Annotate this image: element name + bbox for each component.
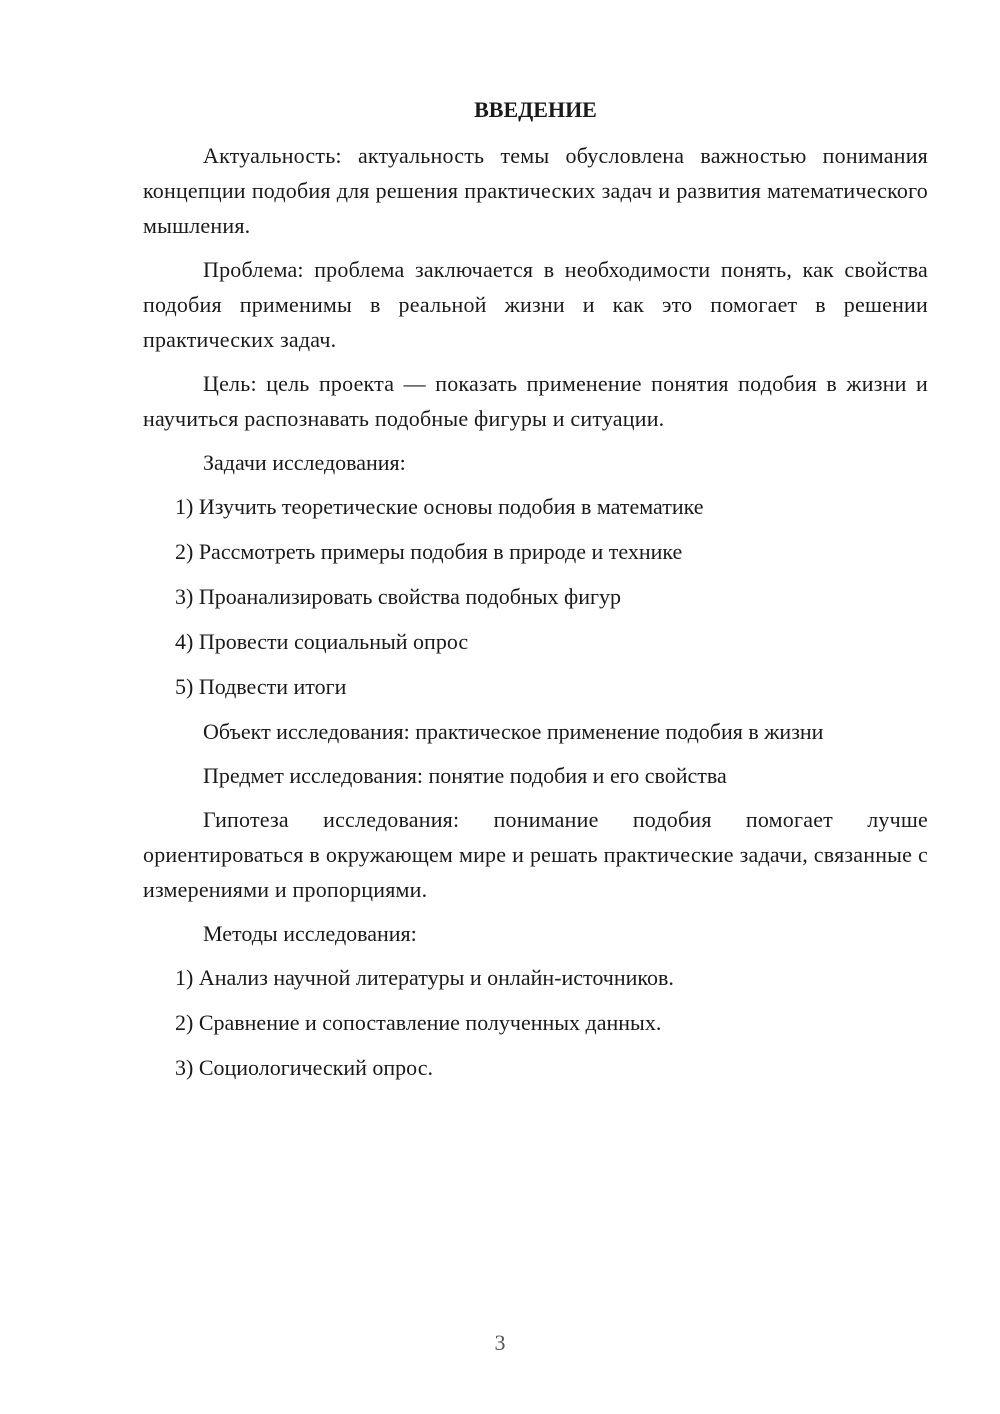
method-item: 1) Анализ научной литературы и онлайн-источников. <box>175 965 674 990</box>
methods-heading: Методы исследования: <box>203 921 417 946</box>
page-number: 3 <box>494 1330 506 1355</box>
method-item: 2) Сравнение и сопоставление полученных данных. <box>175 1010 662 1035</box>
task-item: 2) Рассмотреть примеры подобия в природе и технике <box>175 539 683 564</box>
hypothesis-paragraph: Гипотеза исследования: понимание подобия помогает лучше ориентироваться в окружающем мире и решать практические задачи, связанные с измерениями и пропорциями. <box>143 807 928 902</box>
document-page <box>143 92 928 1095</box>
tasks-list <box>143 489 928 704</box>
task-item: 4) Провести социальный опрос <box>175 629 469 654</box>
task-item: 5) Подвести итоги <box>175 674 347 699</box>
goal-paragraph: Цель: цель проекта — показать применение понятия подобия в жизни и научиться распознавать подобные фигуры и ситуации. <box>143 371 928 431</box>
problem-paragraph: Проблема: проблема заключается в необходимости понять, как свойства подобия применимы в реальной жизни и как это помогает в решении практических задач. <box>143 257 928 352</box>
section-title: ВВЕДЕНИЕ <box>474 97 597 122</box>
task-item: 1) Изучить теоретические основы подобия в математике <box>175 494 704 519</box>
methods-list <box>143 960 928 1085</box>
tasks-heading: Задачи исследования: <box>203 450 406 475</box>
object-paragraph: Объект исследования: практическое применение подобия в жизни <box>203 719 824 744</box>
task-item: 3) Проанализировать свойства подобных фигур <box>175 584 622 609</box>
subject-paragraph: Предмет исследования: понятие подобия и его свойства <box>203 763 727 788</box>
method-item: 3) Социологический опрос. <box>175 1055 433 1080</box>
relevance-paragraph: Актуальность: актуальность темы обусловлена важностью понимания концепции подобия для решения практических задач и развития математического мышления. <box>143 143 928 238</box>
